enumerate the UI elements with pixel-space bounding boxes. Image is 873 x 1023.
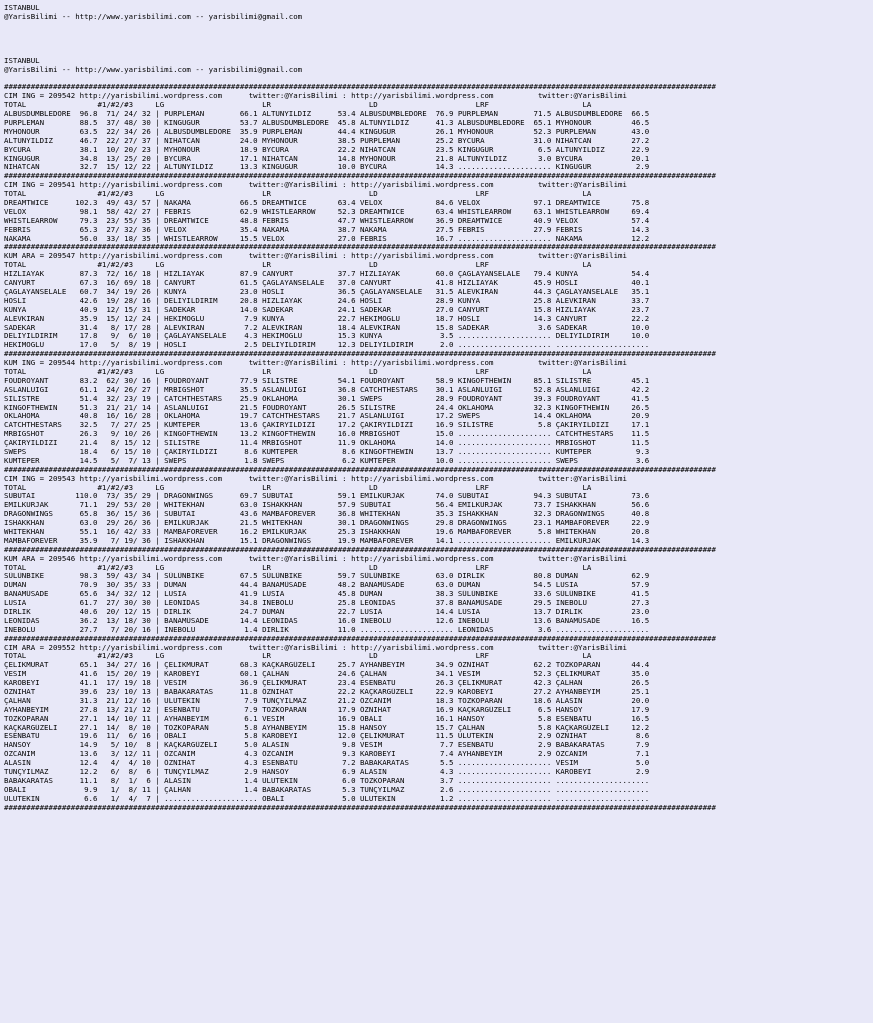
- race-blocks: [4, 83, 873, 812]
- table-row: ALBUSDUMBLEDORE 96.8 71/ 24/ 32 | PURPLEMAN 66.1 ALTUNYILDIZ 53.4 ALBUSDUMBLEDORE 76.9 PURPLEMAN 71.5 ALBUSDUMBLEDORE 66.5: [4, 110, 650, 119]
- table-row: OKLAHOMA 40.8 16/ 16/ 28 | OKLAHOMA 19.7 CATCHTHESTARS 21.7 ASLANLUIGI 17.2 SWEPS 14.4 OKLAHOMA 20.9: [4, 412, 650, 421]
- table-row: MRBIGSHOT 26.3 9/ 10/ 26 | KINGOFTHEWIN 13.2 KINGOFTHEWIN 16.0 MRBIGSHOT 15.0 ..................... CATCHTHESTARS 11.5: [4, 430, 650, 439]
- table-row: DREAMTWICE 102.3 49/ 43/ 57 | NAKAMA 66.5 DREAMTWICE 63.4 VELOX 84.6 VELOX 97.1 DREAMTWICE 75.8: [4, 199, 650, 208]
- table-row: KUMTEPER 14.5 5/ 7/ 13 | SWEPS 1.8 SWEPS 6.2 KUMTEPER 10.0 ..................... SWEPS 3.6: [4, 456, 650, 465]
- separator-line: ################################################################################################################################################################: [4, 243, 716, 252]
- race-header: CIM ING = 209541 http://yarisbilimi.wordpress.com twitter:@YarisBilimi : http://yarisbilimi.wordpress.com twitter:@YarisBilimi: [4, 181, 627, 190]
- separator-line: ################################################################################################################################################################: [4, 803, 716, 812]
- column-header: TOTAL #1/#2/#3 LG LR LD LRF LA: [4, 261, 592, 270]
- column-header: TOTAL #1/#2/#3 LG LR LD LRF LA: [4, 190, 592, 199]
- column-header: TOTAL #1/#2/#3 LG LR LD LRF LA: [4, 367, 592, 376]
- spacer: [4, 75, 873, 84]
- table-row: CANYURT 67.3 16/ 69/ 18 | CANYURT 61.5 ÇAGLAYANSELALE 37.0 CANYURT 41.8 HIZLIAYAK 45.9 HOSLI 40.1: [4, 279, 650, 288]
- city-title: ISTANBUL: [4, 4, 40, 12]
- table-row: LEONIDAS 36.2 13/ 18/ 30 | BANAMÜSADE 14.4 LEONIDAS 16.0 INEBOLU 12.6 INEBOLU 13.6 BANAMÜSADE 16.5: [4, 616, 650, 625]
- table-row: BANAMÜSADE 65.6 34/ 32/ 12 | LUSIA 41.9 LUSIA 45.8 DUMAN 38.3 SÜLÜNBIKE 33.6 SÜLÜNBIKE 41.5: [4, 590, 650, 599]
- table-row: INEBOLU 27.7 7/ 20/ 16 | INEBOLU 1.4 DIRLIK 11.0 ..................... LEONIDAS 3.6 .....................: [4, 625, 650, 634]
- table-row: DRAGONWINGS 65.8 36/ 15/ 36 | SUBUTAI 43.6 MAMBAFOREVER 36.8 WHITEKHAN 35.3 ISHAKKHAN 32.3 DRAGONWINGS 40.8: [4, 510, 650, 519]
- column-header: TOTAL #1/#2/#3 LG LR LD LRF LA: [4, 483, 592, 492]
- table-row: HOSLI 42.6 19/ 28/ 16 | DELIYILDIRIM 20.8 HIZLIAYAK 24.6 HOSLI 28.9 KUNYA 25.8 ALEVKIRAN 33.7: [4, 296, 650, 305]
- separator-line: ################################################################################################################################################################: [4, 172, 716, 181]
- table-row: LUSIA 61.7 27/ 30/ 30 | LEONIDAS 34.8 INEBOLU 25.8 LEONIDAS 37.8 BANAMÜSADE 29.5 INEBOLU 27.3: [4, 599, 650, 608]
- table-row: HIZLIAYAK 87.3 72/ 16/ 18 | HIZLIAYAK 87.9 CANYURT 37.7 HIZLIAYAK 60.0 ÇAGLAYANSELALE 79.4 KUNYA 54.4: [4, 270, 650, 279]
- table-row: SILISTRE 51.4 32/ 23/ 19 | CATCHTHESTARS 25.9 OKLAHOMA 30.1 SWEPS 28.9 FOUDROYANT 39.3 FOUDROYANT 41.5: [4, 394, 650, 403]
- table-row: EMILKURJAK 71.1 29/ 53/ 20 | WHITEKHAN 63.0 ISHAKKHAN 57.9 SUBUTAI 56.4 EMILKURJAK 73.7 ISHAKKHAN 56.6: [4, 501, 650, 510]
- column-header: TOTAL #1/#2/#3 LG LR LD LRF LA: [4, 652, 592, 661]
- table-row: MYHONOUR 63.5 22/ 34/ 26 | ALBUSDUMBLEDORE 35.9 PURPLEMAN 44.4 KINGUGUR 26.1 MYHONOUR 52.3 PURPLEMAN 43.0: [4, 127, 650, 136]
- credit-line: @YarisBilimi -- http://www.yarisbilimi.com -- yarisbilimi@gmail.com: [4, 65, 303, 74]
- table-row: ALEVKIRAN 35.9 15/ 12/ 24 | HEKIMOGLU 7.9 KUNYA 22.7 HEKIMOGLU 18.7 HOSLI 14.3 CANYURT 22.2: [4, 314, 650, 323]
- table-row: ISHAKKHAN 63.0 29/ 26/ 36 | EMILKURJAK 21.5 WHITEKHAN 30.1 DRAGONWINGS 29.8 DRAGONWINGS 23.1 MAMBAFOREVER 22.9: [4, 519, 650, 528]
- table-row: HEKIMOGLU 17.0 5/ 8/ 19 | HOSLI 2.5 DELIYILDIRIM 12.3 DELIYILDIRIM 2.0 ..................... .....................: [4, 341, 650, 350]
- separator-line: ################################################################################################################################################################: [4, 83, 716, 92]
- table-row: ESENBATU 19.6 11/ 6/ 16 | OBALI 5.8 KAROBEYI 12.0 ÇELIKMURAT 11.5 ULUTEKIN 2.9 ÖZNIHAT 8.6: [4, 732, 650, 741]
- table-row: AYHANBEYIM 27.8 13/ 21/ 12 | ESENBATU 7.9 TOZKOPARAN 17.9 ÖZNIHAT 16.9 KAÇKARGÜZELI 6.5 HANSOY 17.9: [4, 705, 650, 714]
- table-row: KAÇKARGÜZELI 27.1 14/ 8/ 10 | TOZKOPARAN 5.8 AYHANBEYIM 15.8 HANSOY 15.7 ÇALHAN 5.8 KAÇKARGÜZELI 12.2: [4, 723, 650, 732]
- table-row: SÜLÜNBIKE 98.3 59/ 43/ 34 | SÜLÜNBIKE 67.5 SÜLÜNBIKE 59.7 SÜLÜNBIKE 63.0 DIRLIK 80.8 DUMAN 62.9: [4, 572, 650, 581]
- table-row: ÇAGLAYANSELALE 60.7 34/ 19/ 26 | KUNYA 23.0 HOSLI 36.5 ÇAGLAYANSELALE 31.5 ALEVKIRAN 44.3 ÇAGLAYANSELALE 35.1: [4, 287, 650, 296]
- table-row: HANSOY 14.9 5/ 10/ 8 | KAÇKARGÜZELI 5.0 ALASIN 9.8 VESIM 7.7 ESENBATU 2.9 BABAKARATAS 7.9: [4, 741, 650, 750]
- table-row: TOZKOPARAN 27.1 14/ 10/ 11 | AYHANBEYIM 6.1 VESIM 16.9 OBALI 16.1 HANSOY 5.8 ESENBATU 16.5: [4, 714, 650, 723]
- table-row: WHITEKHAN 55.1 16/ 42/ 33 | MAMBAFOREVER 16.2 EMILKURJAK 25.3 ISHAKKHAN 19.6 MAMBAFOREVER 5.8 WHITEKHAN 20.8: [4, 527, 650, 536]
- race-header: KUM ING = 209544 http://yarisbilimi.wordpress.com twitter:@YarisBilimi : http://yarisbilimi.wordpress.com twitter:@YarisBilimi: [4, 359, 627, 368]
- table-row: DIRLIK 40.6 20/ 12/ 15 | DIRLIK 24.7 DUMAN 22.7 LUSIA 14.4 LUSIA 13.7 DIRLIK 23.0: [4, 608, 650, 616]
- table-row: ÇELIKMURAT 65.1 34/ 27/ 16 | ÇELIKMURAT 68.3 KAÇKARGÜZELI 25.7 AYHANBEYIM 34.9 ÖZNIHAT 62.2 TOZKOPARAN 44.4: [4, 661, 650, 670]
- city-title: ISTANBUL: [4, 56, 40, 65]
- table-row: PURPLEMAN 88.5 37/ 48/ 30 | KINGUGUR 53.7 ALBUSDUMBLEDORE 45.8 ALTUNYILDIZ 41.3 ALBUSDUMBLEDORE 65.1 MYHONOUR 46.5: [4, 119, 650, 128]
- column-header: TOTAL #1/#2/#3 LG LR LD LRF LA: [4, 563, 592, 572]
- table-row: DELIYILDIRIM 17.8 9/ 6/ 10 | ÇAGLAYANSELALE 4.3 HEKIMOGLU 15.3 KUNYA 3.5 ..................... DELIYILDIRIM 10.0: [4, 332, 650, 341]
- race-header: CIM ING = 209543 http://yarisbilimi.wordpress.com twitter:@YarisBilimi : http://yarisbilimi.wordpress.com twitter:@YarisBilimi: [4, 474, 627, 483]
- table-row: ALASIN 12.4 4/ 4/ 10 | ÖZNIHAT 4.3 ESENBATU 7.2 BABAKARATAS 5.5 ..................... VESIM 5.0: [4, 759, 650, 768]
- table-row: ULUTEKIN 6.6 1/ 4/ 7 | ..................... OBALI 5.0 ULUTEKIN 1.2 ..................... .....................: [4, 794, 650, 803]
- table-row: DUMAN 70.9 30/ 35/ 33 | DUMAN 44.4 BANAMÜSADE 48.2 BANAMÜSADE 63.0 DUMAN 54.5 LUSIA 57.9: [4, 581, 650, 590]
- table-row: SWEPS 18.4 6/ 15/ 10 | ÇAKIRYILDIZI 8.6 KUMTEPER 8.6 KINGOFTHEWIN 13.7 ..................... KUMTEPER 9.3: [4, 447, 650, 456]
- table-row: TUNÇYILMAZ 12.2 6/ 8/ 6 | TUNÇYILMAZ 2.9 HANSOY 6.9 ALASIN 4.3 ..................... KAROBEYI 2.9: [4, 768, 650, 777]
- table-row: SUBUTAI 110.0 73/ 35/ 29 | DRAGONWINGS 69.7 SUBUTAI 59.1 EMILKURJAK 74.0 SUBUTAI 94.3 SUBUTAI 73.6: [4, 492, 650, 501]
- table-row: FEBRIS 65.3 27/ 32/ 36 | VELOX 35.4 NAKAMA 38.7 NAKAMA 27.5 FEBRIS 27.9 FEBRIS 14.3: [4, 225, 650, 234]
- separator-line: ################################################################################################################################################################: [4, 350, 716, 359]
- table-row: BYCURA 38.1 10/ 20/ 23 | MYHONOUR 18.9 BYCURA 22.2 NIHATCAN 23.5 KINGUGUR 6.5 ALTUNYILDIZ 22.9: [4, 145, 650, 154]
- table-row: VESIM 41.6 15/ 20/ 19 | KAROBEYI 60.1 ÇALHAN 24.6 ÇALHAN 34.1 VESIM 52.3 ÇELIKMURAT 35.0: [4, 670, 650, 679]
- table-row: MAMBAFOREVER 35.9 7/ 19/ 36 | ISHAKKHAN 15.1 DRAGONWINGS 19.9 MAMBAFOREVER 14.1 ..................... EMILKURJAK 14.3: [4, 536, 650, 545]
- table-row: ASLANLUIGI 61.1 24/ 26/ 27 | MRBIGSHOT 35.5 ASLANLUIGI 36.8 CATCHTHESTARS 30.1 ASLANLUIGI 52.8 ASLANLUIGI 42.2: [4, 385, 650, 394]
- table-row: NAKAMA 56.0 33/ 18/ 35 | WHISTLEARROW 15.5 VELOX 27.0 FEBRIS 16.7 ..................... NAKAMA 12.2: [4, 234, 650, 243]
- spacer: [4, 22, 873, 57]
- table-row: VELOX 98.1 58/ 42/ 27 | FEBRIS 62.9 WHISTLEARROW 52.3 DREAMTWICE 63.4 WHISTLEARROW 63.1 WHISTLEARROW 69.4: [4, 207, 650, 216]
- race-header: CIM ING = 209542 http://yarisbilimi.wordpress.com twitter:@YarisBilimi : http://yarisbilimi.wordpress.com twitter:@YarisBilimi: [4, 92, 627, 101]
- table-row: KINGUGUR 34.8 13/ 25/ 20 | BYCURA 17.1 NIHATCAN 14.8 MYHONOUR 21.8 ALTUNYILDIZ 3.0 BYCURA 20.1: [4, 154, 650, 163]
- table-row: ALTUNYILDIZ 46.7 22/ 27/ 37 | NIHATCAN 24.0 MYHONOUR 38.5 PURPLEMAN 25.2 BYCURA 31.0 NIHATCAN 27.2: [4, 136, 650, 145]
- table-row: FOUDROYANT 83.2 62/ 30/ 16 | FOUDROYANT 77.9 SILISTRE 54.1 FOUDROYANT 58.9 KINGOFTHEWIN 85.1 SILISTRE 45.1: [4, 376, 650, 385]
- race-header: KUM ARA = 209547 http://yarisbilimi.wordpress.com twitter:@YarisBilimi : http://yarisbilimi.wordpress.com twitter:@YarisBilimi: [4, 252, 627, 261]
- race-header: CIM ARA = 209552 http://yarisbilimi.wordpress.com twitter:@YarisBilimi : http://yarisbilimi.wordpress.com twitter:@YarisBilimi: [4, 643, 627, 652]
- separator-line: ################################################################################################################################################################: [4, 545, 716, 554]
- table-row: WHISTLEARROW 79.3 23/ 55/ 35 | DREAMTWICE 48.8 FEBRIS 47.7 WHISTLEARROW 36.9 DREAMTWICE 40.9 VELOX 57.4: [4, 216, 650, 225]
- table-row: SADEKAR 31.4 8/ 17/ 28 | ALEVKIRAN 7.2 ALEVKIRAN 18.4 ALEVKIRAN 15.8 SADEKAR 3.6 SADEKAR 10.0: [4, 323, 650, 332]
- column-header: TOTAL #1/#2/#3 LG LR LD LRF LA: [4, 101, 592, 110]
- table-row: ÇAKIRYILDIZI 21.4 8/ 15/ 12 | SILISTRE 11.4 MRBIGSHOT 11.9 OKLAHOMA 14.0 ..................... MRBIGSHOT 11.5: [4, 439, 650, 448]
- race-header: KUM ARA = 209546 http://yarisbilimi.wordpress.com twitter:@YarisBilimi : http://yarisbilimi.wordpress.com twitter:@YarisBilimi: [4, 554, 627, 563]
- table-row: BABAKARATAS 11.1 8/ 1/ 6 | ALASIN 1.4 ULUTEKIN 6.0 TOZKOPARAN 3.7 ..................... .....................: [4, 776, 650, 785]
- separator-line: ################################################################################################################################################################: [4, 465, 716, 474]
- table-row: KINGOFTHEWIN 51.3 21/ 21/ 14 | ASLANLUIGI 21.5 FOUDROYANT 26.5 SILISTRE 24.4 OKLAHOMA 32.3 KINGOFTHEWIN 26.5: [4, 403, 650, 412]
- credit-line: @YarisBilimi -- http://www.yarisbilimi.com -- yarisbilimi@gmail.com: [4, 12, 303, 21]
- table-row: ÖZCANIM 13.6 3/ 12/ 11 | ÖZCANIM 4.3 ÖZCANIM 9.3 KAROBEYI 7.4 AYHANBEYIM 2.9 ÖZCANIM 7.1: [4, 750, 650, 759]
- table-row: ÇALHAN 31.3 21/ 12/ 16 | ULUTEKIN 7.9 TUNÇYILMAZ 21.2 ÖZCANIM 18.3 TOZKOPARAN 18.6 ALASIN 20.0: [4, 696, 650, 705]
- table-row: OBALI 9.9 1/ 8/ 11 | ÇALHAN 1.4 BABAKARATAS 5.3 TUNÇYILMAZ 2.6 ..................... .....................: [4, 785, 650, 794]
- separator-line: ################################################################################################################################################################: [4, 634, 716, 643]
- table-row: ÖZNIHAT 39.6 23/ 10/ 13 | BABAKARATAS 11.8 ÖZNIHAT 22.2 KAÇKARGÜZELI 22.9 KAROBEYI 27.2 AYHANBEYIM 25.1: [4, 688, 650, 697]
- table-row: KUNYA 40.9 12/ 15/ 31 | SADEKAR 14.0 SADEKAR 24.1 SADEKAR 27.0 CANYURT 15.8 HIZLIAYAK 23.7: [4, 305, 650, 314]
- table-row: KAROBEYI 41.1 17/ 19/ 18 | VESIM 36.9 ÇELIKMURAT 23.4 ESENBATU 26.3 ÇELIKMURAT 42.3 ÇALHAN 26.5: [4, 679, 650, 688]
- table-row: NIHATCAN 32.7 15/ 12/ 22 | ALTUNYILDIZ 13.3 KINGUGUR 10.0 BYCURA 14.3 ..................... KINGUGUR 2.9: [4, 163, 650, 172]
- table-row: CATCHTHESTARS 32.5 7/ 27/ 25 | KUMTEPER 13.6 ÇAKIRYILDIZI 17.2 ÇAKIRYILDIZI 16.9 SILISTRE 5.8 ÇAKIRYILDIZI 17.1: [4, 421, 650, 430]
